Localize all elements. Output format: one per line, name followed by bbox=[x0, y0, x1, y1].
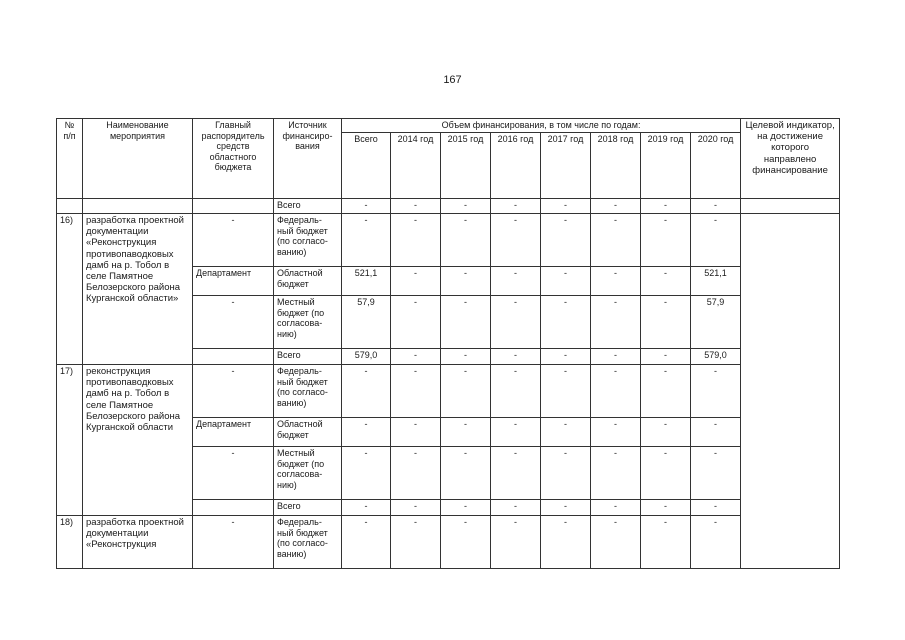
table-row bbox=[57, 365, 840, 418]
value-cell: - bbox=[391, 418, 441, 447]
value-cell: - bbox=[342, 199, 391, 214]
header-target: Целевой индикатор, на достижение которого направлено финансирование bbox=[741, 119, 840, 199]
value-cell: - bbox=[691, 516, 741, 569]
manager-cell: - bbox=[193, 447, 274, 500]
value-cell: - bbox=[342, 214, 391, 267]
value-cell: - bbox=[391, 500, 441, 516]
value-cell: - bbox=[441, 296, 491, 349]
header-year: 2017 год bbox=[541, 133, 591, 199]
value-cell: - bbox=[541, 365, 591, 418]
value-cell: - bbox=[541, 516, 591, 569]
value-cell: - bbox=[541, 500, 591, 516]
value-cell: - bbox=[641, 267, 691, 296]
header-manager: Главный распорядитель средств областного бюджета bbox=[193, 119, 274, 199]
value-cell: - bbox=[342, 500, 391, 516]
value-cell: - bbox=[342, 516, 391, 569]
table-row bbox=[57, 214, 840, 267]
header-source: Источник финансиро-вания bbox=[274, 119, 342, 199]
value-cell: - bbox=[491, 267, 541, 296]
source-cell: Местный бюджет (по согласова-нию) bbox=[274, 296, 342, 349]
table-row bbox=[57, 199, 840, 214]
value-cell: - bbox=[641, 365, 691, 418]
value-cell: - bbox=[591, 418, 641, 447]
value-cell: - bbox=[391, 447, 441, 500]
source-cell: Федераль-ный бюджет (по согласо-ванию) bbox=[274, 516, 342, 569]
page-number: 167 bbox=[443, 74, 462, 86]
value-cell: - bbox=[441, 516, 491, 569]
item-name: разработка проектной документации «Реконструкция противопаводковых дамб на р. Тобол в селе Памятное Белозерского района Курганской области» bbox=[83, 214, 193, 365]
value-cell: - bbox=[491, 214, 541, 267]
value-cell: - bbox=[591, 349, 641, 365]
value-cell: 57,9 bbox=[342, 296, 391, 349]
target-cell bbox=[741, 214, 840, 569]
value-cell: - bbox=[591, 214, 641, 267]
value-cell: - bbox=[441, 365, 491, 418]
manager-cell bbox=[193, 349, 274, 365]
value-cell: - bbox=[491, 349, 541, 365]
value-cell: - bbox=[591, 447, 641, 500]
value-cell: - bbox=[641, 500, 691, 516]
header-year: 2019 год bbox=[641, 133, 691, 199]
value-cell: - bbox=[641, 418, 691, 447]
value-cell: - bbox=[441, 447, 491, 500]
value-cell: - bbox=[641, 199, 691, 214]
header-year: 2020 год bbox=[691, 133, 741, 199]
header-year: 2016 год bbox=[491, 133, 541, 199]
source-cell: Федераль-ный бюджет (по согласо-ванию) bbox=[274, 365, 342, 418]
value-cell: - bbox=[491, 296, 541, 349]
value-cell: - bbox=[342, 447, 391, 500]
value-cell: - bbox=[691, 447, 741, 500]
header-year: 2015 год bbox=[441, 133, 491, 199]
value-cell: - bbox=[491, 418, 541, 447]
item-no: 17) bbox=[57, 365, 83, 516]
value-cell: - bbox=[342, 365, 391, 418]
manager-cell bbox=[193, 500, 274, 516]
value-cell: - bbox=[541, 199, 591, 214]
value-cell: 579,0 bbox=[691, 349, 741, 365]
value-cell: - bbox=[691, 199, 741, 214]
manager-cell: - bbox=[193, 516, 274, 569]
value-cell: 57,9 bbox=[691, 296, 741, 349]
value-cell: - bbox=[441, 267, 491, 296]
source-cell: Областной бюджет bbox=[274, 267, 342, 296]
value-cell: - bbox=[541, 447, 591, 500]
value-cell: - bbox=[441, 199, 491, 214]
source-cell: Федераль-ный бюджет (по согласо-ванию) bbox=[274, 214, 342, 267]
value-cell: - bbox=[641, 296, 691, 349]
value-cell: - bbox=[491, 500, 541, 516]
value-cell: - bbox=[541, 296, 591, 349]
value-cell: - bbox=[591, 267, 641, 296]
value-cell: 521,1 bbox=[691, 267, 741, 296]
value-cell: - bbox=[491, 365, 541, 418]
manager-cell: - bbox=[193, 365, 274, 418]
source-cell: Всего bbox=[274, 199, 342, 214]
value-cell: - bbox=[541, 418, 591, 447]
value-cell: - bbox=[541, 214, 591, 267]
value-cell: - bbox=[391, 365, 441, 418]
value-cell: - bbox=[391, 349, 441, 365]
value-cell: - bbox=[641, 214, 691, 267]
header-year: 2018 год bbox=[591, 133, 641, 199]
manager-cell: - bbox=[193, 296, 274, 349]
value-cell: - bbox=[641, 516, 691, 569]
header-no: № п/п bbox=[57, 119, 83, 199]
value-cell: - bbox=[491, 447, 541, 500]
value-cell: - bbox=[591, 296, 641, 349]
value-cell: - bbox=[691, 500, 741, 516]
value-cell: - bbox=[391, 516, 441, 569]
header-total: Всего bbox=[342, 133, 391, 199]
value-cell: - bbox=[641, 349, 691, 365]
value-cell: - bbox=[441, 418, 491, 447]
source-cell: Областной бюджет bbox=[274, 418, 342, 447]
source-cell: Всего bbox=[274, 500, 342, 516]
value-cell: - bbox=[391, 199, 441, 214]
value-cell: - bbox=[541, 267, 591, 296]
value-cell: - bbox=[591, 516, 641, 569]
value-cell: - bbox=[691, 214, 741, 267]
value-cell: - bbox=[441, 500, 491, 516]
value-cell: - bbox=[591, 500, 641, 516]
value-cell: - bbox=[541, 349, 591, 365]
financing-table bbox=[56, 118, 840, 569]
item-no: 16) bbox=[57, 214, 83, 365]
value-cell: - bbox=[391, 296, 441, 349]
value-cell: - bbox=[691, 365, 741, 418]
value-cell: 521,1 bbox=[342, 267, 391, 296]
item-name: разработка проектной документации «Реконструкция bbox=[83, 516, 193, 569]
header-year: 2014 год bbox=[391, 133, 441, 199]
header-name: Наименование мероприятия bbox=[83, 119, 193, 199]
value-cell: - bbox=[641, 447, 691, 500]
value-cell: - bbox=[342, 418, 391, 447]
value-cell: - bbox=[591, 199, 641, 214]
item-no: 18) bbox=[57, 516, 83, 569]
value-cell: - bbox=[441, 349, 491, 365]
value-cell: - bbox=[491, 199, 541, 214]
item-name: реконструкция противопаводковых дамб на р. Тобол в селе Памятное Белозерского района Курганской области bbox=[83, 365, 193, 516]
value-cell: - bbox=[441, 214, 491, 267]
value-cell: - bbox=[491, 516, 541, 569]
value-cell: - bbox=[391, 214, 441, 267]
manager-cell: Департамент bbox=[193, 418, 274, 447]
value-cell: 579,0 bbox=[342, 349, 391, 365]
manager-cell: - bbox=[193, 214, 274, 267]
value-cell: - bbox=[391, 267, 441, 296]
source-cell: Местный бюджет (по согласова-нию) bbox=[274, 447, 342, 500]
value-cell: - bbox=[691, 418, 741, 447]
header-volume: Объем финансирования, в том числе по годам: bbox=[342, 119, 741, 133]
table-row bbox=[57, 516, 840, 569]
manager-cell: Департамент bbox=[193, 267, 274, 296]
value-cell: - bbox=[591, 365, 641, 418]
source-cell: Всего bbox=[274, 349, 342, 365]
